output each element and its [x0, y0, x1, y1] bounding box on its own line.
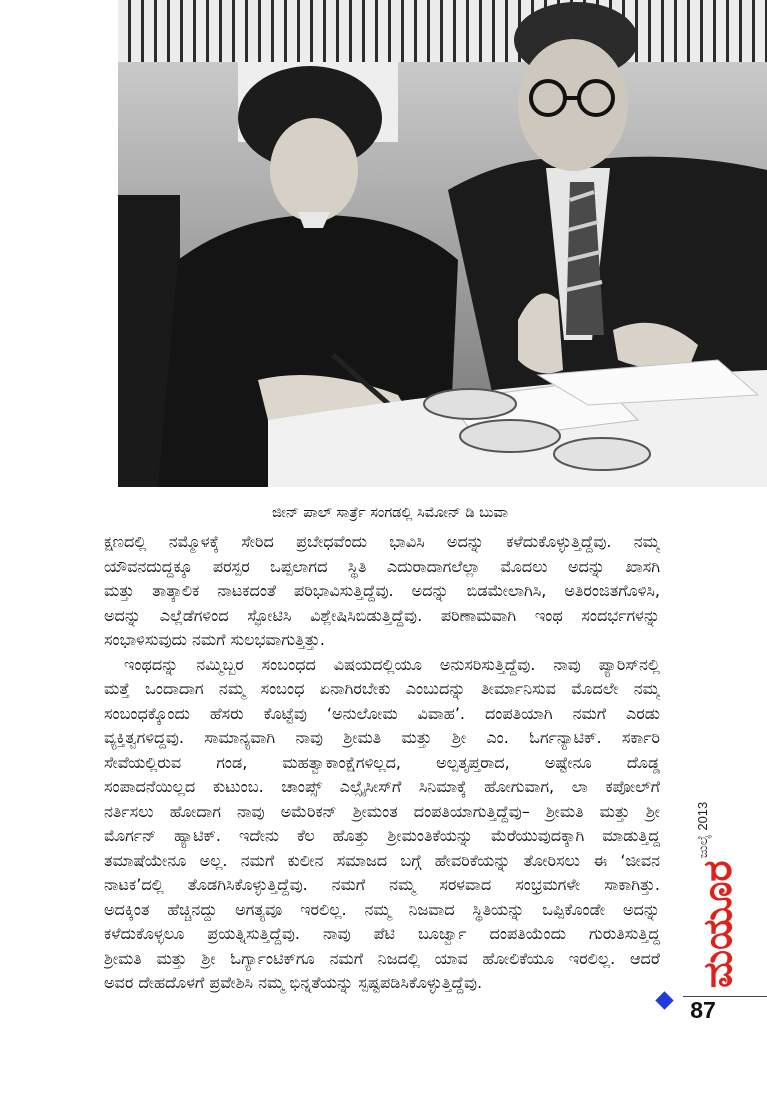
- photo-scene: [118, 0, 767, 487]
- text-line: ಮತ್ತು ತಾತ್ಕಾಲಿಕ ನಾಟಕದಂತೆ ಪರಿಭಾವಿಸುತ್ತಿದ್ದೆವು. ಅದನ್ನು ಬಿಡಮೇಲಾಗಿಸಿ, ಅತಿರಂಜಿತಗೊಳಿಸಿ,: [104, 581, 660, 600]
- text-line: ನಾಟಕ’ದಲ್ಲಿ ತೊಡಗಿಸಿಕೊಳ್ಳುತ್ತಿದ್ದೆವು. ನಮಗೆ ನಮ್ಮ ಸರಳವಾದ ಸಂಭ್ರಮಗಳೇ ಸಾಕಾಗಿತ್ತು.: [104, 875, 660, 894]
- text-line: ಕಳೆದುಕೊಳ್ಳಲೂ ಪ್ರಯತ್ನಿಸುತ್ತಿದ್ದೆವು. ನಾವು ಪೆಟಿ ಬೂರ್ಜ್ವಾ ದಂಪತಿಯೆಂದು ಗುರುತಿಸುತ್ತಿದ್ದ: [104, 924, 660, 943]
- text-line: ಯೌವನದುದ್ದಕ್ಕೂ ಪರಸ್ಪರ ಒಪ್ಪಲಾಗದ ಸ್ಥಿತಿ ಎದುರಾದಾಗಲೆಲ್ಲಾ ಮೊದಲು ಅದನ್ನು ಖಾಸಗಿ: [104, 556, 660, 576]
- paragraph-2: [104, 653, 660, 996]
- text-line: ಸಂಪಾದನೆಯಿಲ್ಲದ ಕುಟುಂಬ. ಚಾಂಪ್ಸ್ ಎಲ್ಸೈಸೀಸ್‌ಗೆ ಸಿನಿಮಾಕ್ಕೆ ಹೋಗುವಾಗ, ಲಾ ಕಪೋಲ್‌ಗೆ: [104, 777, 660, 796]
- page-number: 87: [690, 997, 716, 1023]
- issue-month: ಜುಲೈ: [695, 834, 710, 859]
- issue-year: 2013: [695, 801, 710, 831]
- text-line: ಸಂಭಾಳಿಸುವುದು ನಮಗೆ ಸುಲಭವಾಗುತ್ತಿತ್ತು.: [104, 630, 325, 649]
- paragraph-1: [104, 530, 660, 653]
- text-line: ಸಂಬಂಧಕ್ಕೊಂದು ಹೆಸರು ಕೊಟ್ಟೆವು ‘ಅನುಲೋಮ ವಿವಾಹ’. ದಂಪತಿಯಾಗಿ ನಮಗೆ ಎರಡು: [104, 703, 660, 723]
- magazine-logo: ಮಯೂರ: [695, 860, 741, 988]
- text-line: ಅದನ್ನು ಎಲ್ಲೆಡೆಗಳಿಂದ ಸ್ಫೋಟಿಸಿ ವಿಶ್ಲೇಷಿಸಿಬಿಡುತ್ತಿದ್ದೆವು. ಪರಿಣಾಮವಾಗಿ ಇಂಥ ಸಂದರ್ಭಗಳನ್ನು: [104, 605, 660, 625]
- text-line: ಸೇವೆಯಲ್ಲಿರುವ ಗಂಡ, ಮಹತ್ವಾಕಾಂಕ್ಷೆಗಳಿಲ್ಲದ, ಅಲ್ಪತೃಪ್ತರಾದ, ಅಷ್ಟೇನೂ ದೊಡ್ಡ: [104, 752, 660, 772]
- text-line: ವ್ಯಕ್ತಿತ್ವಗಳಿದ್ದವು. ಸಾಮಾನ್ಯವಾಗಿ ನಾವು ಶ್ರೀಮತಿ ಮತ್ತು ಶ್ರೀ ಎಂ. ಓರ್ಗನ್ಯಾಟಿಕ್. ಸರ್ಕಾರಿ: [104, 728, 660, 747]
- text-line: ನರ್ತಿಸಲು ಹೋದಾಗ ನಾವು ಅಮೆರಿಕನ್ ಶ್ರೀಮಂತ ದಂಪತಿಯಾಗುತ್ತಿದ್ದೆವು– ಶ್ರೀಮತಿ ಮತ್ತು ಶ್ರೀ: [104, 801, 660, 821]
- text-line: ಶ್ರೀಮತಿ ಮತ್ತು ಶ್ರೀ ಓರ್ಗ್ಯಾಂಟಿಕ್‌ಗೂ ನಮಗೆ ನಿಜದಲ್ಲಿ ಯಾವ ಹೋಲಿಕೆಯೂ ಇರಲಿಲ್ಲ. ಆದರೆ: [104, 948, 660, 968]
- text-line: ಇಂಥದನ್ನು ನಮ್ಮಿಬ್ಬರ ಸಂಬಂಧದ ವಿಷಯದಲ್ಲಿಯೂ ಅನುಸರಿಸುತ್ತಿದ್ದೆವು. ನಾವು ಪ್ಯಾರಿಸ್‌ನಲ್ಲಿ: [124, 654, 660, 674]
- text-line: ಮೊರ್ಗನ್ ಹ್ಯಾಟಿಕ್. ಇದೇನು ಕೆಲ ಹೊತ್ತು ಶ್ರೀಮಂತಿಕೆಯನ್ನು ಮೆರೆಯುವುದಕ್ಕಾಗಿ ಮಾಡುತ್ತಿದ್ದ: [104, 826, 660, 845]
- text-line: ಮತ್ತೆ ಒಂದಾದಾಗ ನಮ್ಮ ಸಂಬಂಧ ಏನಾಗಿರಬೇಕು ಎಂಬುದನ್ನು ತೀರ್ಮಾನಿಸುವ ಮೊದಲೇ ನಮ್ಮ: [104, 679, 660, 698]
- issue-date: [694, 790, 712, 870]
- text-line: ಅದಕ್ಕಿಂತ ಹೆಚ್ಚಿನದ್ದು ಅಗತ್ಯವೂ ಇರಲಿಲ್ಲ. ನಮ್ಮ ನಿಜವಾದ ಸ್ಥಿತಿಯನ್ನು ಒಪ್ಪಿಕೊಂಡೇ ಅದನ್ನು: [104, 899, 660, 919]
- article-body: [104, 530, 660, 996]
- photo-caption: ಜೀನ್ ಪಾಲ್ ಸಾರ್ತ್ರೆ ಸಂಗಡಲ್ಲಿ ಸಿಮೋನ್ ಡಿ ಬುವಾ: [272, 505, 508, 521]
- text-line: ತಮಾಷೆಯೇನೂ ಅಲ್ಲ. ನಮಗೆ ಕುಲೀನ ಸಮಾಜದ ಬಗ್ಗೆ ಹೇವರಿಕೆಯನ್ನು ತೋರಿಸಲು ಈ ‘ಜೀವನ: [104, 850, 660, 870]
- article-photo: [118, 0, 767, 487]
- text-line: ಕ್ಷಣದಲ್ಲಿ ನಮ್ಮೊಳಕ್ಕೆ ಸೇರಿದ ಪ್ರಬೇಧವೆಂದು ಭಾವಿಸಿ ಅದನ್ನು ಕಳೆದುಕೊಳ್ಳುತ್ತಿದ್ದೆವು. ನಮ್ಮ: [104, 532, 660, 551]
- text-line: ಅವರ ದೇಹದೊಳಗೆ ಪ್ರವೇಶಿಸಿ ನಮ್ಮ ಭಿನ್ನತೆಯನ್ನು ಸ್ಪಷ್ಟಪಡಿಸಿಕೊಳ್ಳುತ್ತಿದ್ದೆವು.: [104, 973, 483, 992]
